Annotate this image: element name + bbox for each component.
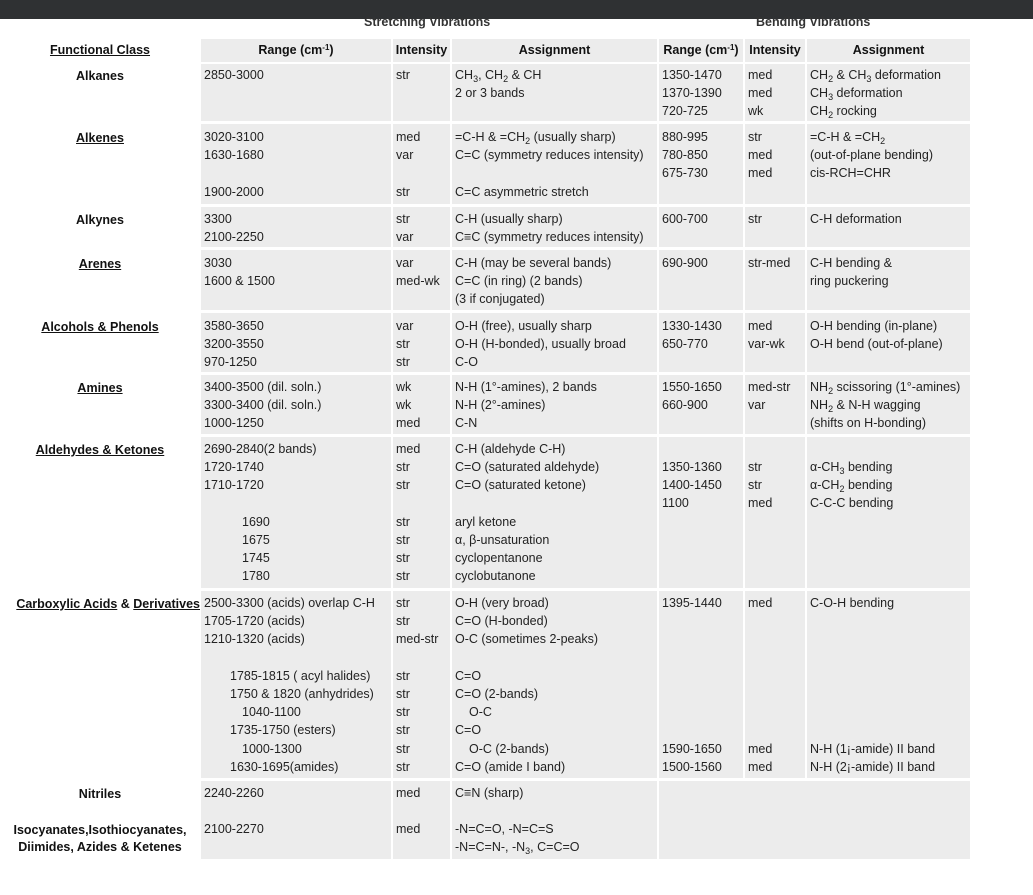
amines-bend-range: 1550-1650 660-900 xyxy=(662,380,722,413)
alcohols-stretch-range: 3580-3650 3200-3550 970-1250 xyxy=(204,319,264,370)
arenes-bend-range: 690-900 xyxy=(662,256,708,270)
arenes-stretch-range: 3030 1600 & 1500 xyxy=(204,256,275,289)
acids-bend-range: 1395-1440 1590-1650 1500-1560 xyxy=(662,596,722,774)
alkenes-bend-range: 880-995 780-850 675-730 xyxy=(662,130,708,181)
header-functional-class: Functional Class xyxy=(49,43,151,57)
cell-bg xyxy=(659,781,970,859)
arenes-stretch-assignment: C-H (may be several bands) C=C (in ring) (2 bands) (3 if conjugated) xyxy=(455,256,612,307)
alcohols-stretch-assignment: O-H (free), usually sharp O-H (H-bonded), usually broad C-O xyxy=(455,319,626,370)
alcohols-bend-intensity: med var-wk xyxy=(748,319,785,352)
alkynes-stretch-intensity: str var xyxy=(396,212,414,245)
class-arenes: Arenes xyxy=(78,257,122,271)
class-carboxylic-acids: Carboxylic Acids & Derivatives xyxy=(16,597,200,611)
carbonyl-stretch-assignment: C-H (aldehyde C-H) C=O (saturated aldehyde) C=O (saturated ketone) aryl ketone α, β-unsaturation cyclopentanone cyclobutanone xyxy=(455,442,600,584)
alkynes-stretch-assignment: C-H (usually sharp) C≡C (symmetry reduces intensity) xyxy=(455,212,644,245)
acids-bend-intensity: med med med xyxy=(748,596,773,774)
header-bend-range: Range $(cm^{-1})$ xyxy=(663,43,739,57)
class-amines: Amines xyxy=(77,381,123,395)
alkanes-bend-range: 1350-1470 1370-1390 720-725 xyxy=(662,68,722,119)
alcohols-bend-range: 1330-1430 650-770 xyxy=(662,319,722,352)
alkanes-stretch-range: 2850-3000 xyxy=(204,68,264,82)
carbonyl-bend-range: 1350-1360 1400-1450 1100 xyxy=(662,460,722,511)
amines-stretch-intensity: wk wk med xyxy=(396,380,421,431)
acids-stretch-range: 2500-3300 (acids) overlap C-H 1705-1720 (acids) 1210-1320 (acids) 1785-1815 ( acyl halides) 1750 & 1820 (anhydrides) 1040-1100 1735-1750 (esters) 1000-1300 1630-1695(amides) xyxy=(204,596,375,774)
alkanes-bend-assignment: $CH_2$ & $CH_3$ deformation $CH_3$ deformation $CH_2$ rocking xyxy=(810,68,941,121)
alkenes-bend-intensity: str med med xyxy=(748,130,773,181)
class-nitriles: Nitriles xyxy=(78,787,122,801)
class-alkenes: Alkenes xyxy=(76,131,124,145)
carbonyl-bend-intensity: str str med xyxy=(748,460,773,511)
cumulenes-stretch-range: 2100-2270 xyxy=(204,822,264,836)
arenes-stretch-intensity: var med-wk xyxy=(396,256,440,289)
header-bend-assignment: Assignment xyxy=(852,43,925,57)
alkynes-bend-intensity: str xyxy=(748,212,762,226)
amines-bend-assignment: $NH_2$ scissoring (1°-amines) $NH_2$ & N-H wagging (shifts on H-bonding) xyxy=(810,380,961,431)
alkenes-stretch-intensity: med var str xyxy=(396,130,421,199)
alkynes-bend-range: 600-700 xyxy=(662,212,708,226)
arenes-bend-intensity: str-med xyxy=(748,256,791,270)
alkynes-bend-assignment: C-H deformation xyxy=(810,212,902,226)
acids-stretch-assignment: O-H (very broad) C=O (H-bonded) O-C (sometimes 2-peaks) C=O C=O (2-bands) O-C C=O O-C (2-bands) C=O (amide I band) xyxy=(455,596,599,774)
class-isocyanates: Isocyanates,Isothiocyanates, Diimides, Azides & Ketenes xyxy=(13,823,187,854)
header-bend-intensity: Intensity xyxy=(749,43,801,57)
alkenes-stretch-range: 3020-3100 1630-1680 1900-2000 xyxy=(204,130,264,199)
amines-stretch-range: 3400-3500 (dil. soln.) 3300-3400 (dil. soln.) 1000-1250 xyxy=(204,380,322,431)
alkynes-stretch-range: 3300 2100-2250 xyxy=(204,212,264,245)
top-bar xyxy=(0,0,1033,19)
carbonyl-stretch-range: 2690-2840(2 bands) 1720-1740 1710-1720 1690 1675 1745 1780 xyxy=(204,442,317,584)
class-alkanes: Alkanes xyxy=(76,69,124,83)
header-range: Range $(cm^{-1})$ xyxy=(258,43,334,57)
class-alcohols-phenols: Alcohols & Phenols xyxy=(41,320,159,334)
stretching-group-title: Stretching Vibrations xyxy=(364,15,491,29)
cumulenes-stretch-assignment: -N=C=O, -N=C=S -N=C=N-, $-N_3$, C=C=O xyxy=(455,822,580,857)
alkanes-stretch-assignment: $CH_3$, $CH_2$ & CH 2 or 3 bands xyxy=(455,68,542,101)
alkanes-bend-intensity: med med wk xyxy=(748,68,773,119)
acids-bend-assignment: C-O-H bending N-H (1¡-amide) II band N-H (2¡-amide) II band xyxy=(810,596,936,774)
nitriles-stretch-intensity: med xyxy=(396,786,421,800)
alcohols-bend-assignment: O-H bending (in-plane) O-H bend (out-of-plane) xyxy=(810,319,943,352)
amines-bend-intensity: med-str var xyxy=(748,380,791,413)
alkanes-stretch-intensity: str xyxy=(396,68,410,82)
nitriles-stretch-assignment: C≡N (sharp) xyxy=(455,786,524,800)
arenes-bend-assignment: C-H bending & ring puckering xyxy=(810,256,892,289)
class-aldehydes-ketones: Aldehydes & Ketones xyxy=(35,443,165,457)
carbonyl-stretch-intensity: med str str str str str str xyxy=(396,442,421,584)
header-assignment: Assignment xyxy=(518,43,591,57)
carbonyl-bend-assignment: $\alpha-CH_3$ bending $\alpha-CH_2$ bending C-C-C bending xyxy=(810,460,894,511)
alkenes-bend-assignment: =C-H & $=CH_2$ (out-of-plane bending) cis-RCH=CHR xyxy=(810,130,933,181)
amines-stretch-assignment: N-H (1°-amines), 2 bands N-H (2°-amines) C-N xyxy=(455,380,597,431)
alkenes-stretch-assignment: =C-H & $=CH_2$ (usually sharp) C=C (symmetry reduces intensity) C=C asymmetric stretch xyxy=(455,130,644,199)
class-alkynes: Alkynes xyxy=(76,213,124,227)
bending-group-title: Bending Vibrations xyxy=(756,15,871,29)
cumulenes-stretch-intensity: med xyxy=(396,822,421,836)
header-intensity: Intensity xyxy=(395,43,448,57)
alcohols-stretch-intensity: var str str xyxy=(396,319,414,370)
acids-stretch-intensity: str str med-str str str str str str str xyxy=(396,596,439,774)
nitriles-stretch-range: 2240-2260 xyxy=(204,786,264,800)
